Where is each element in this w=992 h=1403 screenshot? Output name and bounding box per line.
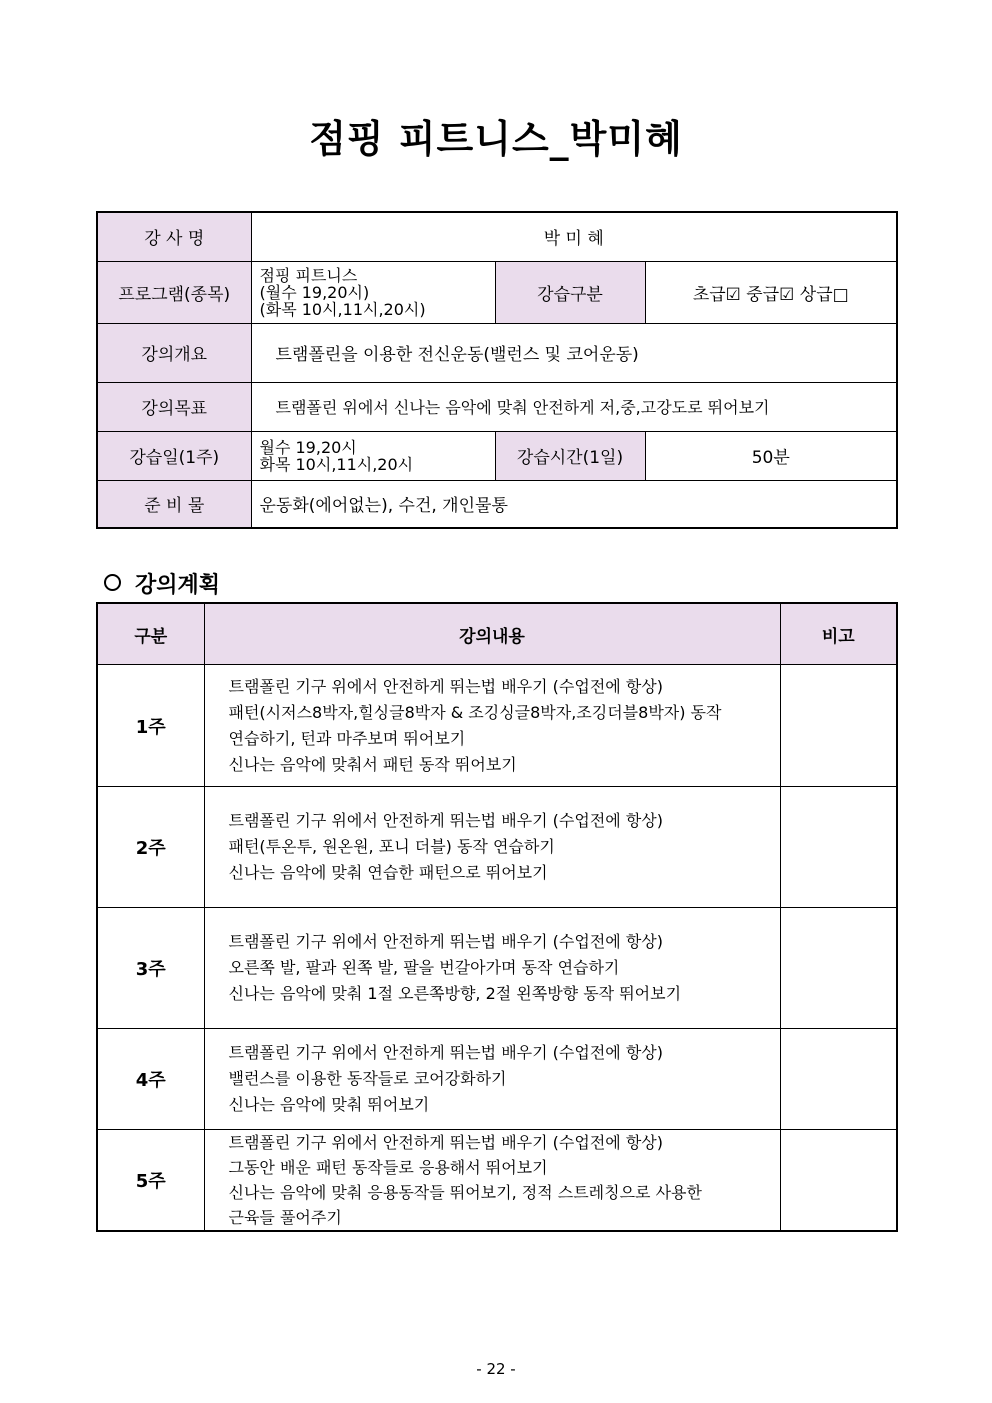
table-row (97, 908, 897, 1029)
days-value (251, 431, 495, 480)
week-content (204, 908, 780, 1029)
table-row (97, 787, 897, 908)
content-line: 그동안 배운 패턴 동작들로 응용해서 뛰어보기 (228, 1158, 548, 1177)
table-row (97, 1029, 897, 1130)
week-content (204, 665, 780, 787)
week-note (780, 1130, 897, 1232)
days-line: 월수 19,20시 (259, 437, 357, 457)
program-label: 프로그램(종목) (97, 261, 251, 323)
week-label: 3주 (97, 908, 204, 1029)
content-line: 트램폴린 기구 위에서 안전하게 뛰는법 배우기 (수업전에 항상) (228, 811, 663, 830)
content-line: 신나는 음악에 맞춰서 패턴 동작 뛰어보기 (228, 754, 517, 774)
days-label: 강습일(1주) (97, 431, 251, 480)
week-label: 5주 (97, 1130, 204, 1232)
overview-label: 강의개요 (97, 323, 251, 382)
table-row (97, 1130, 897, 1232)
content-line: 트램폴린 기구 위에서 안전하게 뛰는법 배우기 (수업전에 항상) (228, 676, 663, 696)
goal-value: 트램폴린 위에서 신나는 음악에 맞춰 안전하게 저,중,고강도로 뛰어보기 (251, 382, 897, 431)
week-note (780, 1029, 897, 1130)
program-value (251, 261, 495, 323)
content-line: 연습하기, 턴과 마주보며 뛰어보기 (228, 728, 466, 748)
supplies-label: 준 비 물 (97, 480, 251, 528)
content-line: 근육들 풀어주기 (228, 1208, 342, 1227)
week-content (204, 1130, 780, 1232)
content-line: 트램폴린 기구 위에서 안전하게 뛰는법 배우기 (수업전에 항상) (228, 1133, 663, 1152)
section-heading (104, 568, 220, 599)
circle-bullet-icon (104, 574, 121, 591)
week-note (780, 665, 897, 787)
page-number: - 22 - (476, 1360, 516, 1378)
week-label: 2주 (97, 787, 204, 908)
content-line: 패턴(시저스8박자,힐싱글8박자 & 조깅싱글8박자,조깅더블8박자) 동작 (228, 702, 722, 722)
week-content (204, 1029, 780, 1130)
days-line: 화목 10시,11시,20시 (259, 454, 414, 474)
header-week: 구분 (97, 603, 204, 665)
week-label: 4주 (97, 1029, 204, 1130)
week-content (204, 787, 780, 908)
content-line: 오른쪽 발, 팔과 왼쪽 발, 팔을 번갈아가며 동작 연습하기 (228, 958, 620, 977)
program-line: (월수 19,20시) (259, 282, 370, 302)
header-note: 비고 (780, 603, 897, 665)
table-row (97, 665, 897, 787)
program-line: (화목 10시,11시,20시) (259, 299, 426, 319)
instructor-label: 강 사 명 (97, 212, 251, 261)
content-line: 트램폴린 기구 위에서 안전하게 뛰는법 배우기 (수업전에 항상) (228, 1043, 663, 1062)
program-line: 점핑 피트니스 (259, 265, 358, 285)
content-line: 신나는 음악에 맞춰 1절 오른쪽방향, 2절 왼쪽방향 동작 뛰어보기 (228, 984, 682, 1003)
instructor-value: 박 미 혜 (251, 212, 897, 261)
section-title: 강의계획 (135, 573, 221, 598)
content-line: 신나는 음악에 맞춰 연습한 패턴으로 뛰어보기 (228, 863, 548, 882)
level-value: 초급☑ 중급☑ 상급□ (645, 261, 897, 323)
week-note (780, 908, 897, 1029)
content-line: 신나는 음악에 맞춰 응용동작들 뛰어보기, 정적 스트레칭으로 사용한 (228, 1183, 702, 1202)
week-note (780, 787, 897, 908)
lecture-plan-table (96, 602, 898, 1232)
header-content: 강의내용 (204, 603, 780, 665)
content-line: 트램폴린 기구 위에서 안전하게 뛰는법 배우기 (수업전에 항상) (228, 932, 663, 951)
supplies-value: 운동화(에어없는), 수건, 개인물통 (251, 480, 897, 528)
content-line: 밸런스를 이용한 동작들로 코어강화하기 (228, 1069, 507, 1088)
time-label: 강습시간(1일) (495, 431, 645, 480)
time-value: 50분 (645, 431, 897, 480)
level-label: 강습구분 (495, 261, 645, 323)
overview-value: 트램폴린을 이용한 전신운동(밸런스 및 코어운동) (251, 323, 897, 382)
content-line: 패턴(투온투, 원온원, 포니 더블) 동작 연습하기 (228, 837, 555, 856)
week-label: 1주 (97, 665, 204, 787)
document-title: 점핑 피트니스_박미혜 (309, 117, 683, 161)
course-info-table (96, 211, 898, 529)
goal-label: 강의목표 (97, 382, 251, 431)
content-line: 신나는 음악에 맞춰 뛰어보기 (228, 1095, 430, 1114)
